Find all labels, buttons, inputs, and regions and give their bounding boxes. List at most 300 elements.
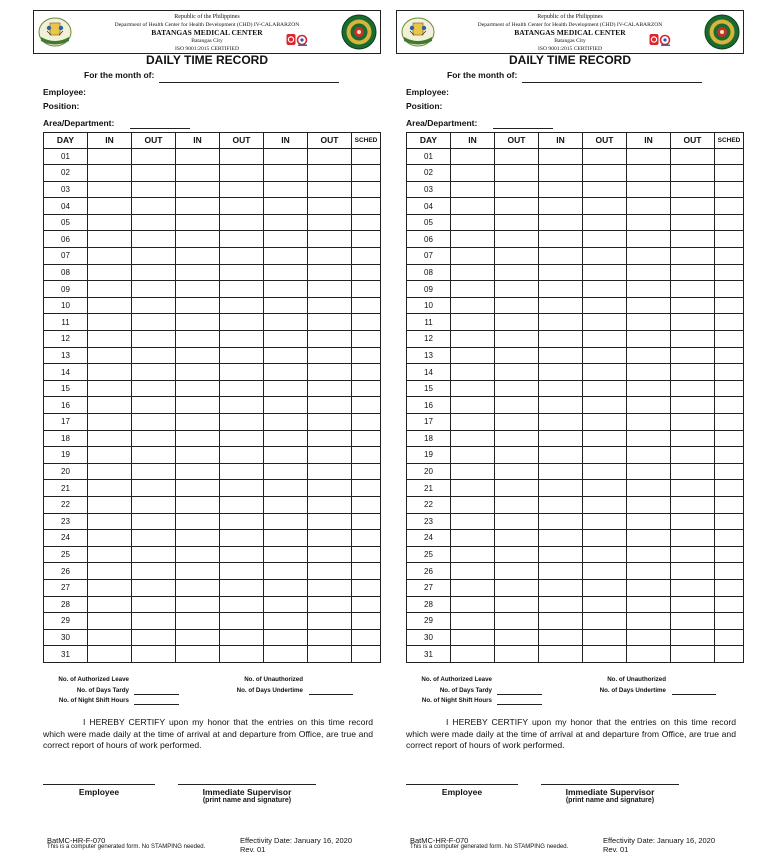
time-entry-cell[interactable] xyxy=(671,214,715,231)
area-line[interactable] xyxy=(493,128,553,129)
time-entry-cell[interactable] xyxy=(451,331,495,348)
time-entry-cell[interactable] xyxy=(715,546,744,563)
time-entry-cell[interactable] xyxy=(715,297,744,314)
time-entry-cell[interactable] xyxy=(715,148,744,165)
time-entry-cell[interactable] xyxy=(352,596,381,613)
time-entry-cell[interactable] xyxy=(352,613,381,630)
time-entry-cell[interactable] xyxy=(220,596,264,613)
time-entry-cell[interactable] xyxy=(671,148,715,165)
time-entry-cell[interactable] xyxy=(220,496,264,513)
time-entry-cell[interactable] xyxy=(671,380,715,397)
time-entry-cell[interactable] xyxy=(264,546,308,563)
time-entry-cell[interactable] xyxy=(539,629,583,646)
time-entry-cell[interactable] xyxy=(715,613,744,630)
time-entry-cell[interactable] xyxy=(352,264,381,281)
time-entry-cell[interactable] xyxy=(88,148,132,165)
time-entry-cell[interactable] xyxy=(495,546,539,563)
time-entry-cell[interactable] xyxy=(220,248,264,265)
time-entry-cell[interactable] xyxy=(352,579,381,596)
time-entry-cell[interactable] xyxy=(220,347,264,364)
time-entry-cell[interactable] xyxy=(451,546,495,563)
time-entry-cell[interactable] xyxy=(671,563,715,580)
time-entry-cell[interactable] xyxy=(451,646,495,663)
days-undertime-line[interactable] xyxy=(309,694,353,695)
time-entry-cell[interactable] xyxy=(495,198,539,215)
time-entry-cell[interactable] xyxy=(583,613,627,630)
time-entry-cell[interactable] xyxy=(495,579,539,596)
time-entry-cell[interactable] xyxy=(715,563,744,580)
time-entry-cell[interactable] xyxy=(132,148,176,165)
time-entry-cell[interactable] xyxy=(132,613,176,630)
time-entry-cell[interactable] xyxy=(88,181,132,198)
time-entry-cell[interactable] xyxy=(308,546,352,563)
time-entry-cell[interactable] xyxy=(671,297,715,314)
time-entry-cell[interactable] xyxy=(539,596,583,613)
employee-signature-line[interactable] xyxy=(406,784,518,785)
time-entry-cell[interactable] xyxy=(220,430,264,447)
time-entry-cell[interactable] xyxy=(352,414,381,431)
time-entry-cell[interactable] xyxy=(627,231,671,248)
time-entry-cell[interactable] xyxy=(220,480,264,497)
time-entry-cell[interactable] xyxy=(176,297,220,314)
time-entry-cell[interactable] xyxy=(88,579,132,596)
time-entry-cell[interactable] xyxy=(176,430,220,447)
time-entry-cell[interactable] xyxy=(671,198,715,215)
time-entry-cell[interactable] xyxy=(539,563,583,580)
time-entry-cell[interactable] xyxy=(88,480,132,497)
time-entry-cell[interactable] xyxy=(352,397,381,414)
time-entry-cell[interactable] xyxy=(308,364,352,381)
time-entry-cell[interactable] xyxy=(264,214,308,231)
time-entry-cell[interactable] xyxy=(264,165,308,182)
time-entry-cell[interactable] xyxy=(264,347,308,364)
time-entry-cell[interactable] xyxy=(308,198,352,215)
time-entry-cell[interactable] xyxy=(539,364,583,381)
time-entry-cell[interactable] xyxy=(308,264,352,281)
time-entry-cell[interactable] xyxy=(264,181,308,198)
time-entry-cell[interactable] xyxy=(627,248,671,265)
time-entry-cell[interactable] xyxy=(264,463,308,480)
time-entry-cell[interactable] xyxy=(671,513,715,530)
time-entry-cell[interactable] xyxy=(627,447,671,464)
time-entry-cell[interactable] xyxy=(176,447,220,464)
time-entry-cell[interactable] xyxy=(220,546,264,563)
time-entry-cell[interactable] xyxy=(451,397,495,414)
time-entry-cell[interactable] xyxy=(539,314,583,331)
time-entry-cell[interactable] xyxy=(715,397,744,414)
time-entry-cell[interactable] xyxy=(715,331,744,348)
time-entry-cell[interactable] xyxy=(88,281,132,298)
time-entry-cell[interactable] xyxy=(627,546,671,563)
time-entry-cell[interactable] xyxy=(583,546,627,563)
time-entry-cell[interactable] xyxy=(539,496,583,513)
time-entry-cell[interactable] xyxy=(583,248,627,265)
time-entry-cell[interactable] xyxy=(88,364,132,381)
time-entry-cell[interactable] xyxy=(495,629,539,646)
time-entry-cell[interactable] xyxy=(715,513,744,530)
time-entry-cell[interactable] xyxy=(539,447,583,464)
time-entry-cell[interactable] xyxy=(627,530,671,547)
time-entry-cell[interactable] xyxy=(583,297,627,314)
time-entry-cell[interactable] xyxy=(132,297,176,314)
time-entry-cell[interactable] xyxy=(264,646,308,663)
time-entry-cell[interactable] xyxy=(451,148,495,165)
time-entry-cell[interactable] xyxy=(495,613,539,630)
time-entry-cell[interactable] xyxy=(220,181,264,198)
time-entry-cell[interactable] xyxy=(627,480,671,497)
time-entry-cell[interactable] xyxy=(264,198,308,215)
time-entry-cell[interactable] xyxy=(715,496,744,513)
time-entry-cell[interactable] xyxy=(88,397,132,414)
time-entry-cell[interactable] xyxy=(352,364,381,381)
night-shift-line[interactable] xyxy=(497,704,542,705)
time-entry-cell[interactable] xyxy=(308,563,352,580)
time-entry-cell[interactable] xyxy=(132,214,176,231)
month-line[interactable] xyxy=(159,82,339,83)
time-entry-cell[interactable] xyxy=(220,165,264,182)
time-entry-cell[interactable] xyxy=(220,629,264,646)
time-entry-cell[interactable] xyxy=(627,646,671,663)
time-entry-cell[interactable] xyxy=(715,447,744,464)
time-entry-cell[interactable] xyxy=(352,430,381,447)
time-entry-cell[interactable] xyxy=(264,447,308,464)
time-entry-cell[interactable] xyxy=(583,513,627,530)
time-entry-cell[interactable] xyxy=(715,248,744,265)
time-entry-cell[interactable] xyxy=(88,447,132,464)
time-entry-cell[interactable] xyxy=(88,430,132,447)
time-entry-cell[interactable] xyxy=(88,347,132,364)
time-entry-cell[interactable] xyxy=(220,447,264,464)
time-entry-cell[interactable] xyxy=(451,447,495,464)
time-entry-cell[interactable] xyxy=(671,596,715,613)
time-entry-cell[interactable] xyxy=(495,214,539,231)
time-entry-cell[interactable] xyxy=(176,629,220,646)
time-entry-cell[interactable] xyxy=(264,596,308,613)
time-entry-cell[interactable] xyxy=(264,264,308,281)
employee-signature-line[interactable] xyxy=(43,784,155,785)
time-entry-cell[interactable] xyxy=(495,165,539,182)
time-entry-cell[interactable] xyxy=(132,414,176,431)
time-entry-cell[interactable] xyxy=(308,414,352,431)
time-entry-cell[interactable] xyxy=(495,347,539,364)
time-entry-cell[interactable] xyxy=(539,198,583,215)
time-entry-cell[interactable] xyxy=(627,613,671,630)
time-entry-cell[interactable] xyxy=(627,331,671,348)
time-entry-cell[interactable] xyxy=(352,546,381,563)
time-entry-cell[interactable] xyxy=(308,463,352,480)
time-entry-cell[interactable] xyxy=(495,364,539,381)
time-entry-cell[interactable] xyxy=(220,297,264,314)
time-entry-cell[interactable] xyxy=(220,198,264,215)
time-entry-cell[interactable] xyxy=(220,563,264,580)
time-entry-cell[interactable] xyxy=(627,347,671,364)
time-entry-cell[interactable] xyxy=(176,264,220,281)
time-entry-cell[interactable] xyxy=(627,596,671,613)
time-entry-cell[interactable] xyxy=(671,579,715,596)
time-entry-cell[interactable] xyxy=(627,198,671,215)
time-entry-cell[interactable] xyxy=(495,314,539,331)
time-entry-cell[interactable] xyxy=(132,331,176,348)
time-entry-cell[interactable] xyxy=(671,165,715,182)
time-entry-cell[interactable] xyxy=(132,480,176,497)
time-entry-cell[interactable] xyxy=(176,364,220,381)
time-entry-cell[interactable] xyxy=(132,397,176,414)
time-entry-cell[interactable] xyxy=(451,414,495,431)
time-entry-cell[interactable] xyxy=(495,463,539,480)
time-entry-cell[interactable] xyxy=(583,646,627,663)
time-entry-cell[interactable] xyxy=(451,364,495,381)
time-entry-cell[interactable] xyxy=(132,314,176,331)
time-entry-cell[interactable] xyxy=(352,214,381,231)
time-entry-cell[interactable] xyxy=(132,198,176,215)
time-entry-cell[interactable] xyxy=(671,397,715,414)
time-entry-cell[interactable] xyxy=(308,181,352,198)
time-entry-cell[interactable] xyxy=(671,264,715,281)
time-entry-cell[interactable] xyxy=(264,513,308,530)
time-entry-cell[interactable] xyxy=(671,314,715,331)
time-entry-cell[interactable] xyxy=(715,347,744,364)
time-entry-cell[interactable] xyxy=(132,281,176,298)
time-entry-cell[interactable] xyxy=(264,563,308,580)
time-entry-cell[interactable] xyxy=(352,181,381,198)
time-entry-cell[interactable] xyxy=(220,314,264,331)
time-entry-cell[interactable] xyxy=(583,380,627,397)
time-entry-cell[interactable] xyxy=(671,480,715,497)
time-entry-cell[interactable] xyxy=(627,496,671,513)
time-entry-cell[interactable] xyxy=(264,430,308,447)
time-entry-cell[interactable] xyxy=(495,430,539,447)
time-entry-cell[interactable] xyxy=(671,629,715,646)
time-entry-cell[interactable] xyxy=(176,530,220,547)
time-entry-cell[interactable] xyxy=(308,347,352,364)
time-entry-cell[interactable] xyxy=(308,248,352,265)
time-entry-cell[interactable] xyxy=(352,496,381,513)
time-entry-cell[interactable] xyxy=(495,181,539,198)
time-entry-cell[interactable] xyxy=(451,281,495,298)
time-entry-cell[interactable] xyxy=(715,414,744,431)
time-entry-cell[interactable] xyxy=(308,331,352,348)
time-entry-cell[interactable] xyxy=(715,264,744,281)
time-entry-cell[interactable] xyxy=(451,513,495,530)
time-entry-cell[interactable] xyxy=(132,530,176,547)
time-entry-cell[interactable] xyxy=(451,314,495,331)
time-entry-cell[interactable] xyxy=(132,264,176,281)
time-entry-cell[interactable] xyxy=(308,447,352,464)
time-entry-cell[interactable] xyxy=(583,629,627,646)
time-entry-cell[interactable] xyxy=(539,397,583,414)
time-entry-cell[interactable] xyxy=(671,613,715,630)
time-entry-cell[interactable] xyxy=(308,646,352,663)
time-entry-cell[interactable] xyxy=(583,198,627,215)
time-entry-cell[interactable] xyxy=(451,596,495,613)
time-entry-cell[interactable] xyxy=(583,181,627,198)
days-tardy-line[interactable] xyxy=(134,694,179,695)
time-entry-cell[interactable] xyxy=(495,281,539,298)
time-entry-cell[interactable] xyxy=(583,563,627,580)
time-entry-cell[interactable] xyxy=(539,165,583,182)
time-entry-cell[interactable] xyxy=(176,463,220,480)
time-entry-cell[interactable] xyxy=(495,563,539,580)
time-entry-cell[interactable] xyxy=(451,214,495,231)
time-entry-cell[interactable] xyxy=(583,530,627,547)
time-entry-cell[interactable] xyxy=(264,331,308,348)
time-entry-cell[interactable] xyxy=(88,231,132,248)
time-entry-cell[interactable] xyxy=(671,496,715,513)
time-entry-cell[interactable] xyxy=(451,297,495,314)
time-entry-cell[interactable] xyxy=(88,165,132,182)
time-entry-cell[interactable] xyxy=(352,281,381,298)
time-entry-cell[interactable] xyxy=(627,563,671,580)
time-entry-cell[interactable] xyxy=(451,264,495,281)
time-entry-cell[interactable] xyxy=(627,148,671,165)
time-entry-cell[interactable] xyxy=(495,530,539,547)
time-entry-cell[interactable] xyxy=(627,297,671,314)
time-entry-cell[interactable] xyxy=(220,380,264,397)
time-entry-cell[interactable] xyxy=(220,231,264,248)
time-entry-cell[interactable] xyxy=(308,231,352,248)
time-entry-cell[interactable] xyxy=(627,314,671,331)
time-entry-cell[interactable] xyxy=(352,380,381,397)
time-entry-cell[interactable] xyxy=(627,214,671,231)
time-entry-cell[interactable] xyxy=(539,530,583,547)
time-entry-cell[interactable] xyxy=(495,331,539,348)
time-entry-cell[interactable] xyxy=(539,414,583,431)
time-entry-cell[interactable] xyxy=(715,165,744,182)
time-entry-cell[interactable] xyxy=(132,380,176,397)
time-entry-cell[interactable] xyxy=(176,513,220,530)
time-entry-cell[interactable] xyxy=(176,480,220,497)
time-entry-cell[interactable] xyxy=(495,513,539,530)
time-entry-cell[interactable] xyxy=(495,596,539,613)
time-entry-cell[interactable] xyxy=(88,646,132,663)
time-entry-cell[interactable] xyxy=(539,231,583,248)
time-entry-cell[interactable] xyxy=(264,314,308,331)
time-entry-cell[interactable] xyxy=(451,165,495,182)
time-entry-cell[interactable] xyxy=(308,297,352,314)
time-entry-cell[interactable] xyxy=(671,331,715,348)
time-entry-cell[interactable] xyxy=(264,364,308,381)
supervisor-signature-line[interactable] xyxy=(178,784,316,785)
time-entry-cell[interactable] xyxy=(627,430,671,447)
time-entry-cell[interactable] xyxy=(88,297,132,314)
time-entry-cell[interactable] xyxy=(627,264,671,281)
time-entry-cell[interactable] xyxy=(132,579,176,596)
time-entry-cell[interactable] xyxy=(132,463,176,480)
time-entry-cell[interactable] xyxy=(539,297,583,314)
time-entry-cell[interactable] xyxy=(88,513,132,530)
time-entry-cell[interactable] xyxy=(451,248,495,265)
time-entry-cell[interactable] xyxy=(715,530,744,547)
time-entry-cell[interactable] xyxy=(495,646,539,663)
time-entry-cell[interactable] xyxy=(539,463,583,480)
time-entry-cell[interactable] xyxy=(132,563,176,580)
time-entry-cell[interactable] xyxy=(176,546,220,563)
time-entry-cell[interactable] xyxy=(352,347,381,364)
time-entry-cell[interactable] xyxy=(583,397,627,414)
time-entry-cell[interactable] xyxy=(451,231,495,248)
time-entry-cell[interactable] xyxy=(671,463,715,480)
time-entry-cell[interactable] xyxy=(715,579,744,596)
time-entry-cell[interactable] xyxy=(451,430,495,447)
time-entry-cell[interactable] xyxy=(220,264,264,281)
time-entry-cell[interactable] xyxy=(176,613,220,630)
time-entry-cell[interactable] xyxy=(132,496,176,513)
time-entry-cell[interactable] xyxy=(264,629,308,646)
time-entry-cell[interactable] xyxy=(264,480,308,497)
time-entry-cell[interactable] xyxy=(715,214,744,231)
time-entry-cell[interactable] xyxy=(715,181,744,198)
time-entry-cell[interactable] xyxy=(583,281,627,298)
time-entry-cell[interactable] xyxy=(88,380,132,397)
time-entry-cell[interactable] xyxy=(264,297,308,314)
time-entry-cell[interactable] xyxy=(539,513,583,530)
time-entry-cell[interactable] xyxy=(495,480,539,497)
time-entry-cell[interactable] xyxy=(583,264,627,281)
time-entry-cell[interactable] xyxy=(176,231,220,248)
time-entry-cell[interactable] xyxy=(88,331,132,348)
time-entry-cell[interactable] xyxy=(132,430,176,447)
time-entry-cell[interactable] xyxy=(583,496,627,513)
time-entry-cell[interactable] xyxy=(132,513,176,530)
time-entry-cell[interactable] xyxy=(495,380,539,397)
time-entry-cell[interactable] xyxy=(352,248,381,265)
time-entry-cell[interactable] xyxy=(352,314,381,331)
time-entry-cell[interactable] xyxy=(539,214,583,231)
time-entry-cell[interactable] xyxy=(132,181,176,198)
time-entry-cell[interactable] xyxy=(627,165,671,182)
time-entry-cell[interactable] xyxy=(264,248,308,265)
time-entry-cell[interactable] xyxy=(583,231,627,248)
time-entry-cell[interactable] xyxy=(583,447,627,464)
time-entry-cell[interactable] xyxy=(308,165,352,182)
time-entry-cell[interactable] xyxy=(132,596,176,613)
time-entry-cell[interactable] xyxy=(176,165,220,182)
time-entry-cell[interactable] xyxy=(88,314,132,331)
time-entry-cell[interactable] xyxy=(495,231,539,248)
time-entry-cell[interactable] xyxy=(451,496,495,513)
time-entry-cell[interactable] xyxy=(539,546,583,563)
time-entry-cell[interactable] xyxy=(88,198,132,215)
time-entry-cell[interactable] xyxy=(495,148,539,165)
time-entry-cell[interactable] xyxy=(451,629,495,646)
time-entry-cell[interactable] xyxy=(627,463,671,480)
time-entry-cell[interactable] xyxy=(539,347,583,364)
time-entry-cell[interactable] xyxy=(451,181,495,198)
time-entry-cell[interactable] xyxy=(88,596,132,613)
time-entry-cell[interactable] xyxy=(132,447,176,464)
time-entry-cell[interactable] xyxy=(671,181,715,198)
time-entry-cell[interactable] xyxy=(352,513,381,530)
time-entry-cell[interactable] xyxy=(132,646,176,663)
time-entry-cell[interactable] xyxy=(583,347,627,364)
days-undertime-line[interactable] xyxy=(672,694,716,695)
time-entry-cell[interactable] xyxy=(176,148,220,165)
time-entry-cell[interactable] xyxy=(308,380,352,397)
time-entry-cell[interactable] xyxy=(264,148,308,165)
time-entry-cell[interactable] xyxy=(715,596,744,613)
time-entry-cell[interactable] xyxy=(583,314,627,331)
time-entry-cell[interactable] xyxy=(539,380,583,397)
time-entry-cell[interactable] xyxy=(176,380,220,397)
time-entry-cell[interactable] xyxy=(451,530,495,547)
time-entry-cell[interactable] xyxy=(352,165,381,182)
time-entry-cell[interactable] xyxy=(495,397,539,414)
time-entry-cell[interactable] xyxy=(715,380,744,397)
time-entry-cell[interactable] xyxy=(88,530,132,547)
time-entry-cell[interactable] xyxy=(539,646,583,663)
time-entry-cell[interactable] xyxy=(451,480,495,497)
time-entry-cell[interactable] xyxy=(627,281,671,298)
